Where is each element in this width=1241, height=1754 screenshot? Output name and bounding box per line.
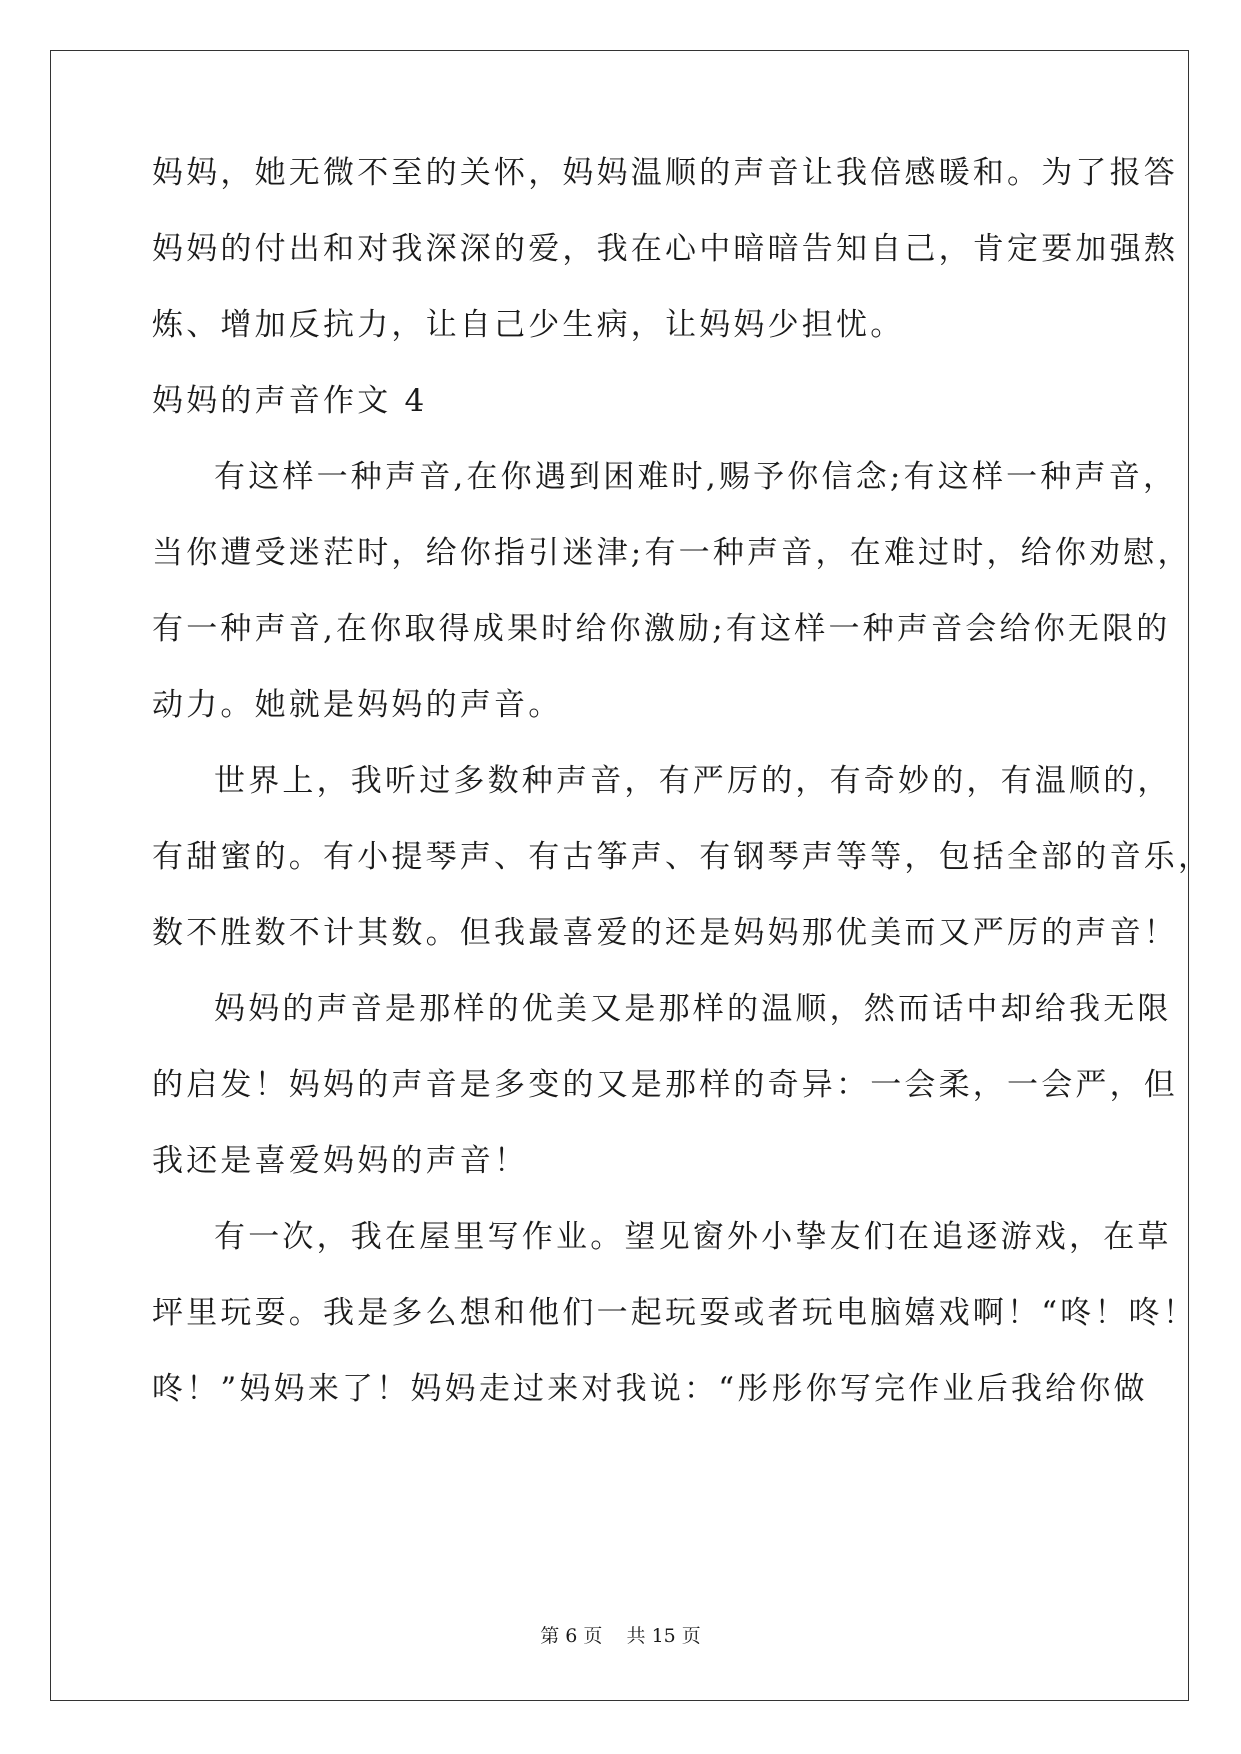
body-line: 有一种声音,在你取得成果时给你激励;有这样一种声音会给你无限的 bbox=[152, 611, 1171, 647]
paragraph-first-line: 有这样一种声音,在你遇到困难时,赐予你信念;有这样一种声音， bbox=[214, 459, 1178, 495]
body-line: 当你遭受迷茫时，给你指引迷津;有一种声音，在难过时，给你劝慰， bbox=[152, 535, 1192, 571]
body-line: 坪里玩耍。我是多么想和他们一起玩耍或者玩电脑嬉戏啊！“咚！咚！ bbox=[152, 1295, 1198, 1331]
body-line: 妈妈的付出和对我深深的爱，我在心中暗暗告知自己，肯定要加强熬 bbox=[152, 231, 1178, 267]
body-line: 动力。她就是妈妈的声音。 bbox=[152, 687, 563, 723]
body-line: 妈妈，她无微不至的关怀，妈妈温顺的声音让我倍感暖和。为了报答 bbox=[152, 155, 1178, 191]
section-heading: 妈妈的声音作文 4 bbox=[152, 383, 428, 419]
body-line: 的启发！妈妈的声音是多变的又是那样的奇异：一会柔，一会严，但 bbox=[152, 1067, 1178, 1103]
document-body bbox=[152, 155, 1213, 1450]
paragraph-first-line: 有一次，我在屋里写作业。望见窗外小挚友们在追逐游戏，在草 bbox=[214, 1219, 1172, 1255]
paragraph-first-line: 世界上，我听过多数种声音，有严厉的，有奇妙的，有温顺的， bbox=[214, 763, 1172, 799]
body-line: 我还是喜爱妈妈的声音！ bbox=[152, 1143, 529, 1179]
body-line: 炼、增加反抗力，让自己少生病，让妈妈少担忧。 bbox=[152, 307, 905, 343]
body-line: 咚！”妈妈来了！妈妈走过来对我说：“彤彤你写完作业后我给你做 bbox=[152, 1371, 1148, 1407]
body-line: 数不胜数不计其数。但我最喜爱的还是妈妈那优美而又严厉的声音！ bbox=[152, 915, 1178, 951]
paragraph-first-line: 妈妈的声音是那样的优美又是那样的温顺，然而话中却给我无限 bbox=[214, 991, 1172, 1027]
body-line: 有甜蜜的。有小提琴声、有古筝声、有钢琴声等等，包括全部的音乐， bbox=[152, 839, 1213, 875]
page-number-footer: 第 6 页 共 15 页 bbox=[540, 1625, 701, 1647]
